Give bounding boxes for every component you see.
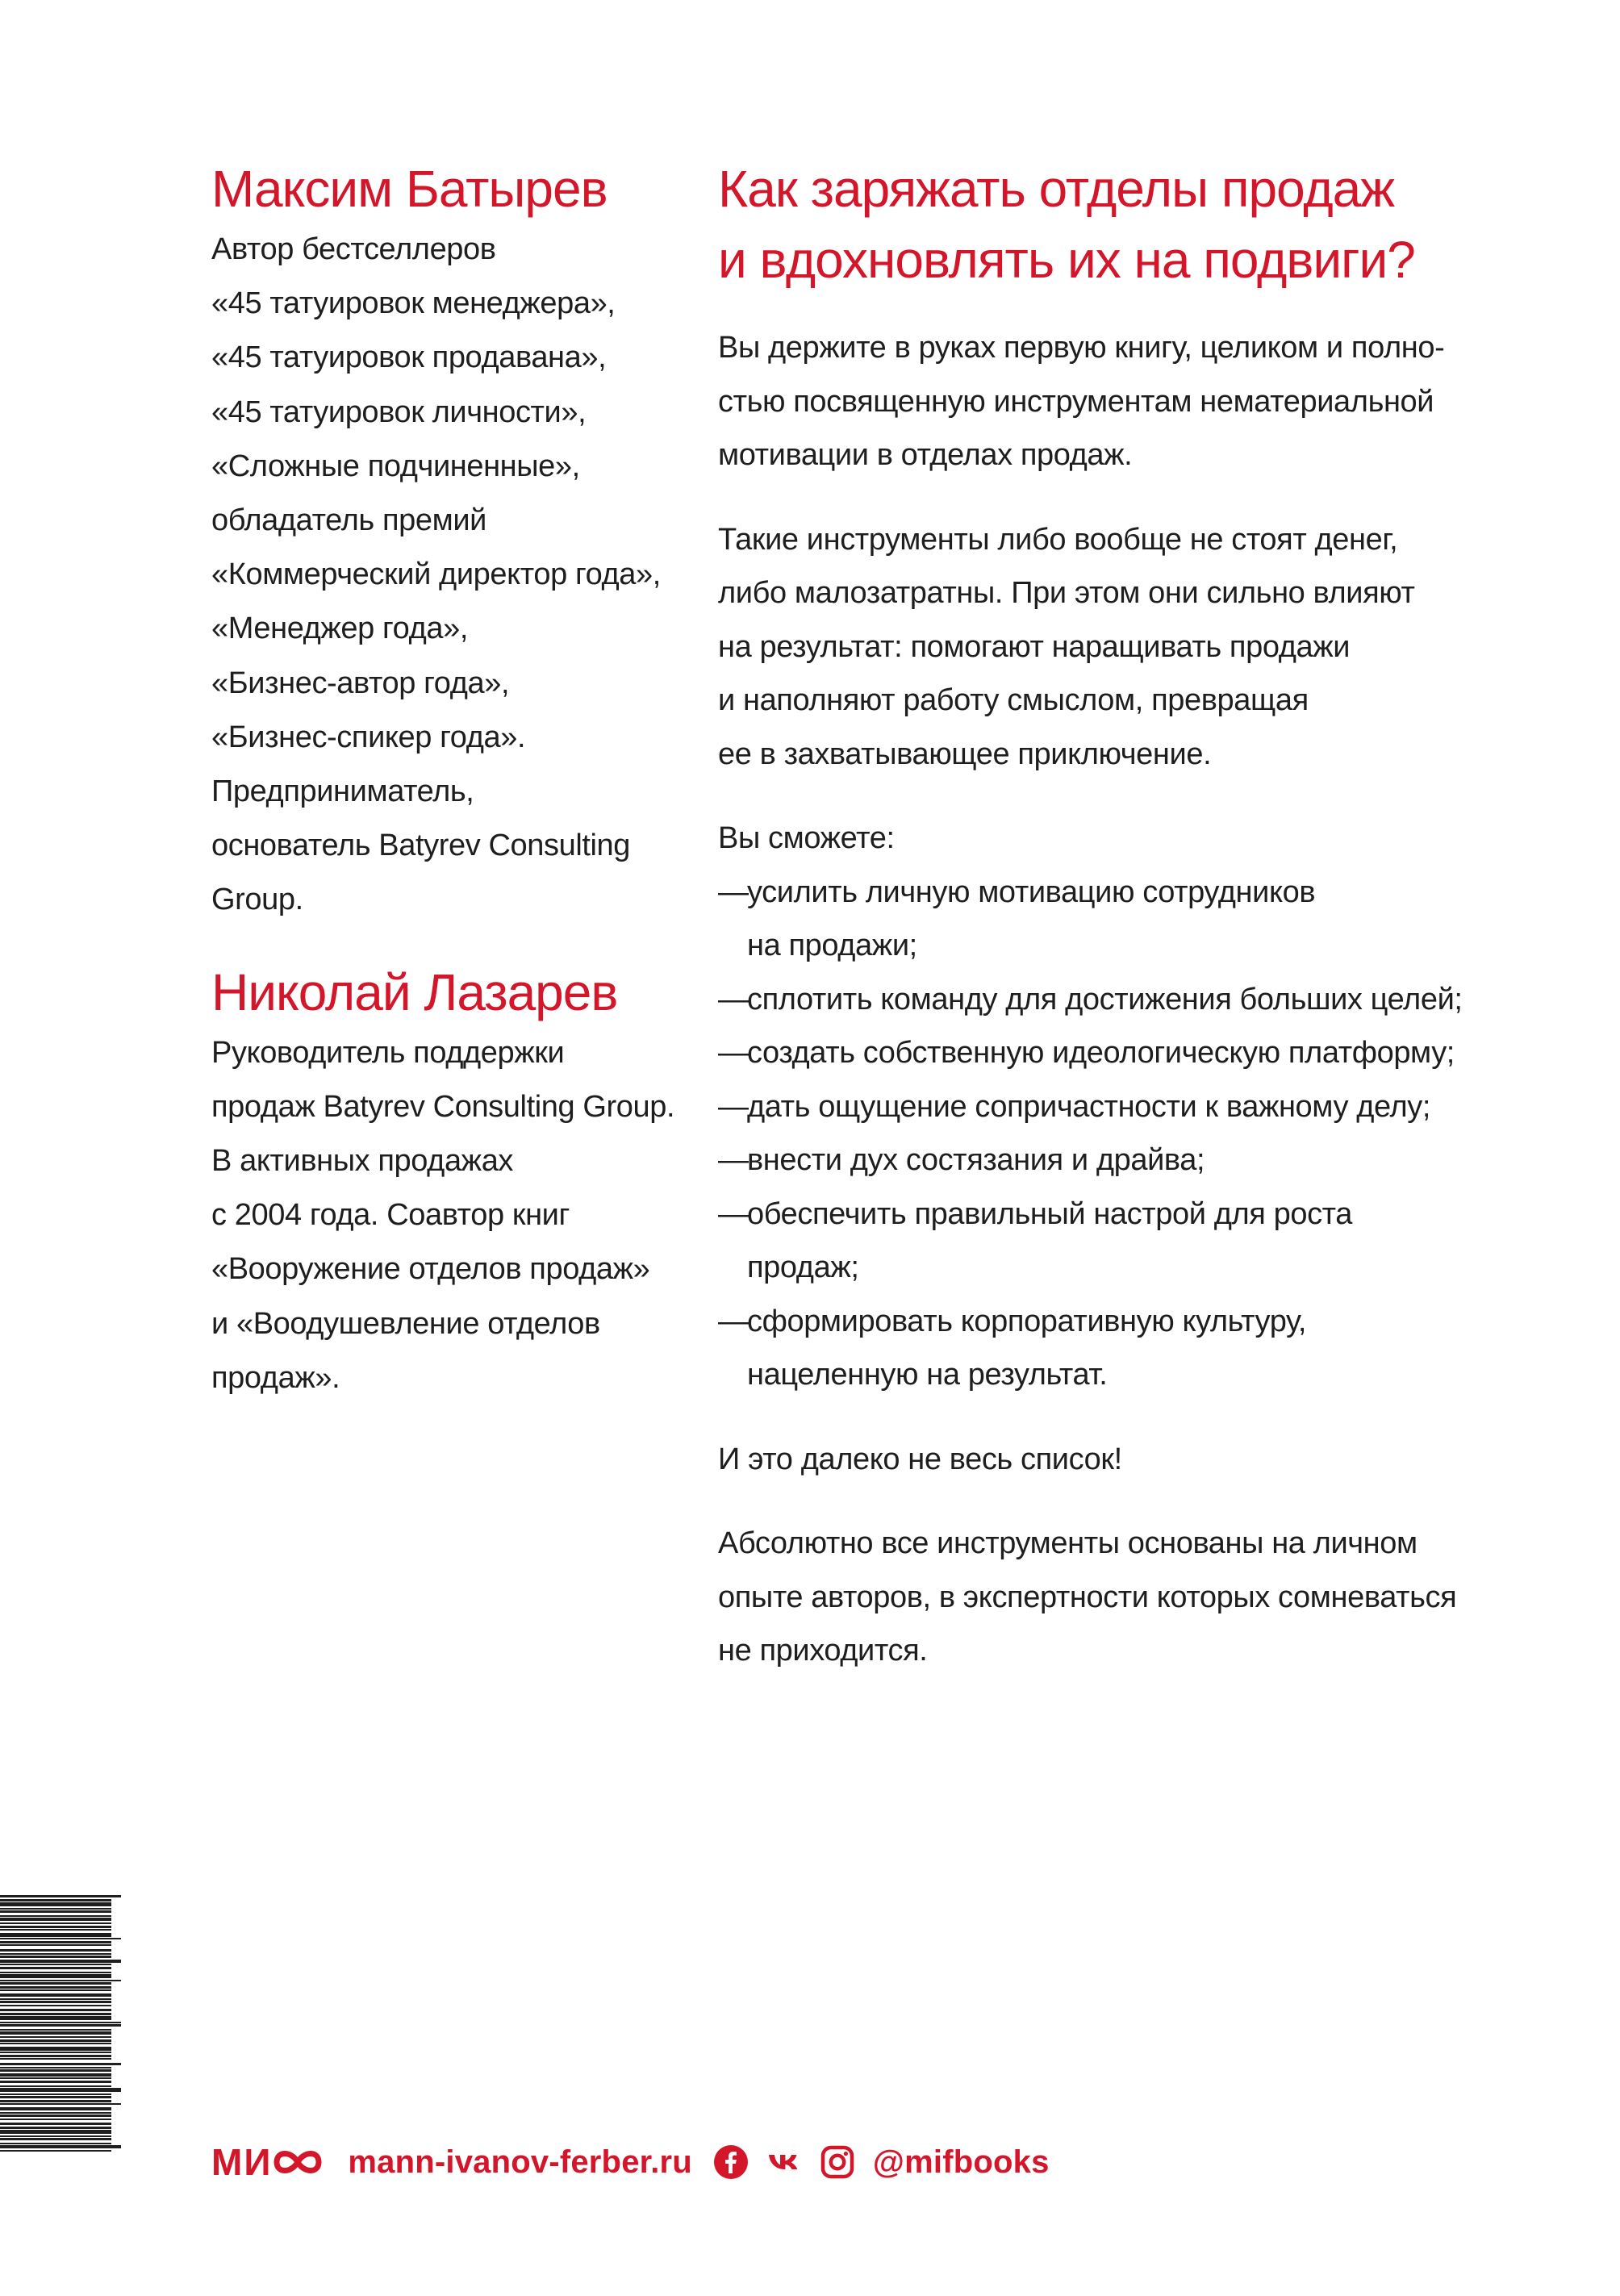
bio-line: «45 татуировок продавана», <box>211 340 607 375</box>
list-dash: — <box>718 1196 749 1231</box>
barcode-bar <box>0 1915 111 1917</box>
barcode-bar <box>0 1944 111 1946</box>
headline-line: Как заряжать отделы продаж <box>718 160 1395 218</box>
barcode-bar <box>0 1960 121 1963</box>
bio-line: «Бизнес-спикер года». <box>211 720 526 754</box>
barcode <box>0 1892 129 2161</box>
headline-line: и вдохновлять их на подвиги? <box>718 231 1415 289</box>
barcode-bar <box>0 1941 111 1943</box>
bio-line: Руководитель поддержки <box>211 1035 565 1070</box>
barcode-bar <box>0 1926 111 1928</box>
list-item-text: обеспечить правильный настрой для роста <box>747 1196 1352 1231</box>
barcode-bar <box>0 2029 111 2031</box>
barcode-bar <box>0 2114 111 2117</box>
list-dash: — <box>718 875 749 909</box>
bio-line: продаж». <box>211 1360 340 1395</box>
benefits-section <box>718 812 1541 1402</box>
barcode-bar <box>0 2135 111 2137</box>
barcode-bar <box>0 1998 111 2000</box>
barcode-bar <box>0 2055 111 2057</box>
list-item-text: сформировать корпоративную культуру, <box>747 1304 1306 1338</box>
author-bio <box>211 223 695 928</box>
barcode-bar <box>0 1989 111 1991</box>
barcode-bar <box>0 2001 111 2003</box>
fourth-paragraph <box>718 1517 1541 1678</box>
barcode-bar <box>0 1956 111 1958</box>
barcode-bar <box>0 2096 111 2098</box>
logo-text: МИ <box>211 2141 273 2183</box>
list-dash: — <box>718 1143 749 1177</box>
bio-line: «45 татуировок личности», <box>211 394 587 429</box>
barcode-bar <box>0 2081 111 2083</box>
paragraph-line: И это далеко не весь список! <box>718 1442 1122 1476</box>
author-block-lazarev <box>211 957 695 1405</box>
barcode-bar <box>0 1993 111 1997</box>
bio-line: «45 татуировок менеджера», <box>211 286 616 321</box>
barcode-bar <box>0 2036 111 2038</box>
barcode-bar <box>0 1953 111 1955</box>
barcode-bar <box>0 1972 111 1973</box>
barcode-bar <box>0 1908 111 1910</box>
list-item-line <box>718 866 1541 920</box>
barcode-bar <box>0 2067 111 2068</box>
list-dash: — <box>718 1036 749 1070</box>
publisher-logo[interactable] <box>211 2140 324 2184</box>
list-item-line <box>718 1080 1541 1134</box>
barcode-bar <box>0 2022 121 2023</box>
bio-line: «Вооружение отделов продаж» <box>211 1252 650 1287</box>
barcode-bar <box>0 1918 111 1921</box>
bio-line: В активных продажах <box>211 1144 514 1179</box>
list-item-text: сплотить команду для достижения больших целей; <box>747 982 1463 1017</box>
barcode-bar <box>0 1980 121 1981</box>
paragraph-line: Абсолютно все инструменты основаны на личном <box>718 1526 1418 1560</box>
barcode-bar <box>0 2013 111 2015</box>
paragraph-line: и наполняют работу смыслом, превращая <box>718 683 1309 717</box>
bio-line: «Бизнес-автор года», <box>211 666 510 700</box>
list-intro: Вы сможете: <box>718 821 895 855</box>
barcode-bar <box>0 2031 111 2035</box>
barcode-bar <box>0 1902 111 1906</box>
paragraph-line: ее в захватывающее приключение. <box>718 737 1212 771</box>
barcode-bar <box>0 2016 111 2020</box>
barcode-bar <box>0 2047 111 2051</box>
list-item-line <box>718 1241 1541 1295</box>
barcode-bar <box>0 2143 111 2144</box>
barcode-bar <box>0 2107 111 2110</box>
barcode-bar <box>0 2039 111 2042</box>
authors-column <box>211 153 695 1405</box>
bio-line: Предприниматель, <box>211 774 474 809</box>
barcode-bar <box>0 1967 111 1969</box>
barcode-bar <box>0 2063 121 2065</box>
barcode-bar <box>0 2100 111 2102</box>
barcode-bar <box>0 2058 111 2060</box>
barcode-bar <box>0 1982 111 1985</box>
list-item-text: на продажи; <box>747 929 917 962</box>
list-item-line <box>718 1188 1541 1242</box>
barcode-bar <box>0 2009 111 2011</box>
barcode-bar <box>0 1986 111 1989</box>
barcode-bar <box>0 2052 111 2053</box>
barcode-bar <box>0 2073 111 2077</box>
vk-icon[interactable] <box>766 2144 802 2180</box>
bio-line: продаж Batyrev Consulting Group. <box>211 1089 675 1124</box>
barcode-bar <box>0 2130 111 2134</box>
barcode-bar <box>0 1910 111 1913</box>
list-item <box>718 973 1541 1027</box>
bio-line: «Сложные подчиненные», <box>211 449 580 483</box>
list-dash: — <box>718 1089 749 1124</box>
instagram-icon[interactable] <box>820 2144 855 2180</box>
paragraph-line: стью посвященную инструментам нематериальной <box>718 384 1434 419</box>
bio-line: обладатель премий <box>211 503 486 538</box>
bio-line: Автор бестселлеров <box>211 232 496 266</box>
barcode-bar <box>0 1929 111 1931</box>
author-name: Максим Батырев <box>211 160 608 218</box>
list-item-text: создать собственную идеологическую платформу; <box>747 1036 1455 1070</box>
third-paragraph <box>718 1433 1541 1487</box>
barcode-bar <box>0 1899 111 1902</box>
barcode-bar <box>0 1974 111 1978</box>
paragraph-line: опыте авторов, в экспертности которых сомневаться <box>718 1580 1457 1614</box>
barcode-bar <box>0 2145 121 2148</box>
benefits-list <box>718 866 1541 1402</box>
barcode-bar <box>0 2094 111 2095</box>
paragraph-line: либо малозатратны. При этом они сильно влияют <box>718 576 1415 610</box>
list-dash: — <box>718 982 749 1017</box>
publisher-footer <box>211 2130 1050 2194</box>
list-item-line <box>718 1295 1541 1349</box>
list-dash: — <box>718 1304 749 1338</box>
author-block-batyrev <box>211 153 695 928</box>
list-item-text: дать ощущение сопричастности к важному делу; <box>747 1089 1430 1124</box>
barcode-bar <box>0 1964 111 1965</box>
list-item-text: продаж; <box>747 1250 859 1284</box>
list-item-line <box>718 1348 1541 1402</box>
social-handle[interactable]: @mifbooks <box>872 2144 1050 2180</box>
barcode-bar <box>0 1922 111 1924</box>
bio-line: «Менеджер года», <box>211 612 468 646</box>
list-item-text: усилить личную мотивацию сотрудников <box>747 875 1316 909</box>
barcode-bar <box>0 2024 121 2027</box>
author-name: Николай Лазарев <box>211 962 618 1021</box>
bio-line: основатель Batyrev Consulting <box>211 829 631 863</box>
bio-line: Group. <box>211 883 303 917</box>
paragraph-line: не приходится. <box>718 1634 928 1668</box>
list-item-line <box>718 919 1541 973</box>
barcode-bar <box>0 2150 111 2152</box>
paragraph-line: мотивации в отделах продаж. <box>718 438 1133 472</box>
barcode-bar <box>0 2077 111 2079</box>
list-item <box>718 1080 1541 1134</box>
headline <box>718 153 1541 295</box>
barcode-bar <box>0 2005 111 2006</box>
barcode-bar <box>0 2119 111 2120</box>
list-item-text: нацеленную на результат. <box>747 1358 1108 1392</box>
list-item <box>718 1133 1541 1188</box>
barcode-bar <box>0 2112 111 2114</box>
list-item <box>718 1295 1541 1402</box>
paragraph-line: Вы держите в руках первую книгу, целиком и полно- <box>718 331 1445 365</box>
list-item-line <box>718 1026 1541 1080</box>
list-item-line <box>718 973 1541 1027</box>
intro-paragraph <box>718 321 1541 482</box>
list-item <box>718 866 1541 973</box>
website-link[interactable]: mann-ivanov-ferber.ru <box>348 2144 692 2180</box>
barcode-bar <box>0 2069 111 2072</box>
bio-line: и «Воодушевление отделов <box>211 1306 600 1341</box>
description-column <box>718 153 1541 1678</box>
bio-line: с 2004 года. Соавтор книг <box>211 1198 570 1233</box>
barcode-bar <box>0 1949 111 1952</box>
barcode-bar <box>0 2123 111 2125</box>
barcode-bar <box>0 2127 111 2129</box>
author-bio <box>211 1026 695 1405</box>
paragraph-line: на результат: помогают наращивать продажи <box>718 629 1351 664</box>
infinity-icon <box>272 2146 324 2178</box>
bio-line: «Коммерческий директор года», <box>211 557 661 592</box>
barcode-bar <box>0 1933 111 1937</box>
barcode-bar <box>0 2088 121 2092</box>
facebook-icon[interactable] <box>713 2144 749 2180</box>
list-item <box>718 1026 1541 1080</box>
list-item-text: внести дух состязания и драйва; <box>747 1143 1205 1177</box>
barcode-bar <box>0 1938 121 1939</box>
barcode-bar <box>0 2138 111 2140</box>
list-item <box>718 1188 1541 1295</box>
paragraph-line: Такие инструменты либо вообще не стоят денег, <box>718 522 1398 557</box>
list-item-line <box>718 1133 1541 1188</box>
barcode-bar <box>0 2085 111 2087</box>
barcode-bar <box>0 2103 121 2105</box>
barcode-bar <box>0 1895 121 1897</box>
barcode-bar <box>0 2043 111 2044</box>
second-paragraph <box>718 513 1541 782</box>
